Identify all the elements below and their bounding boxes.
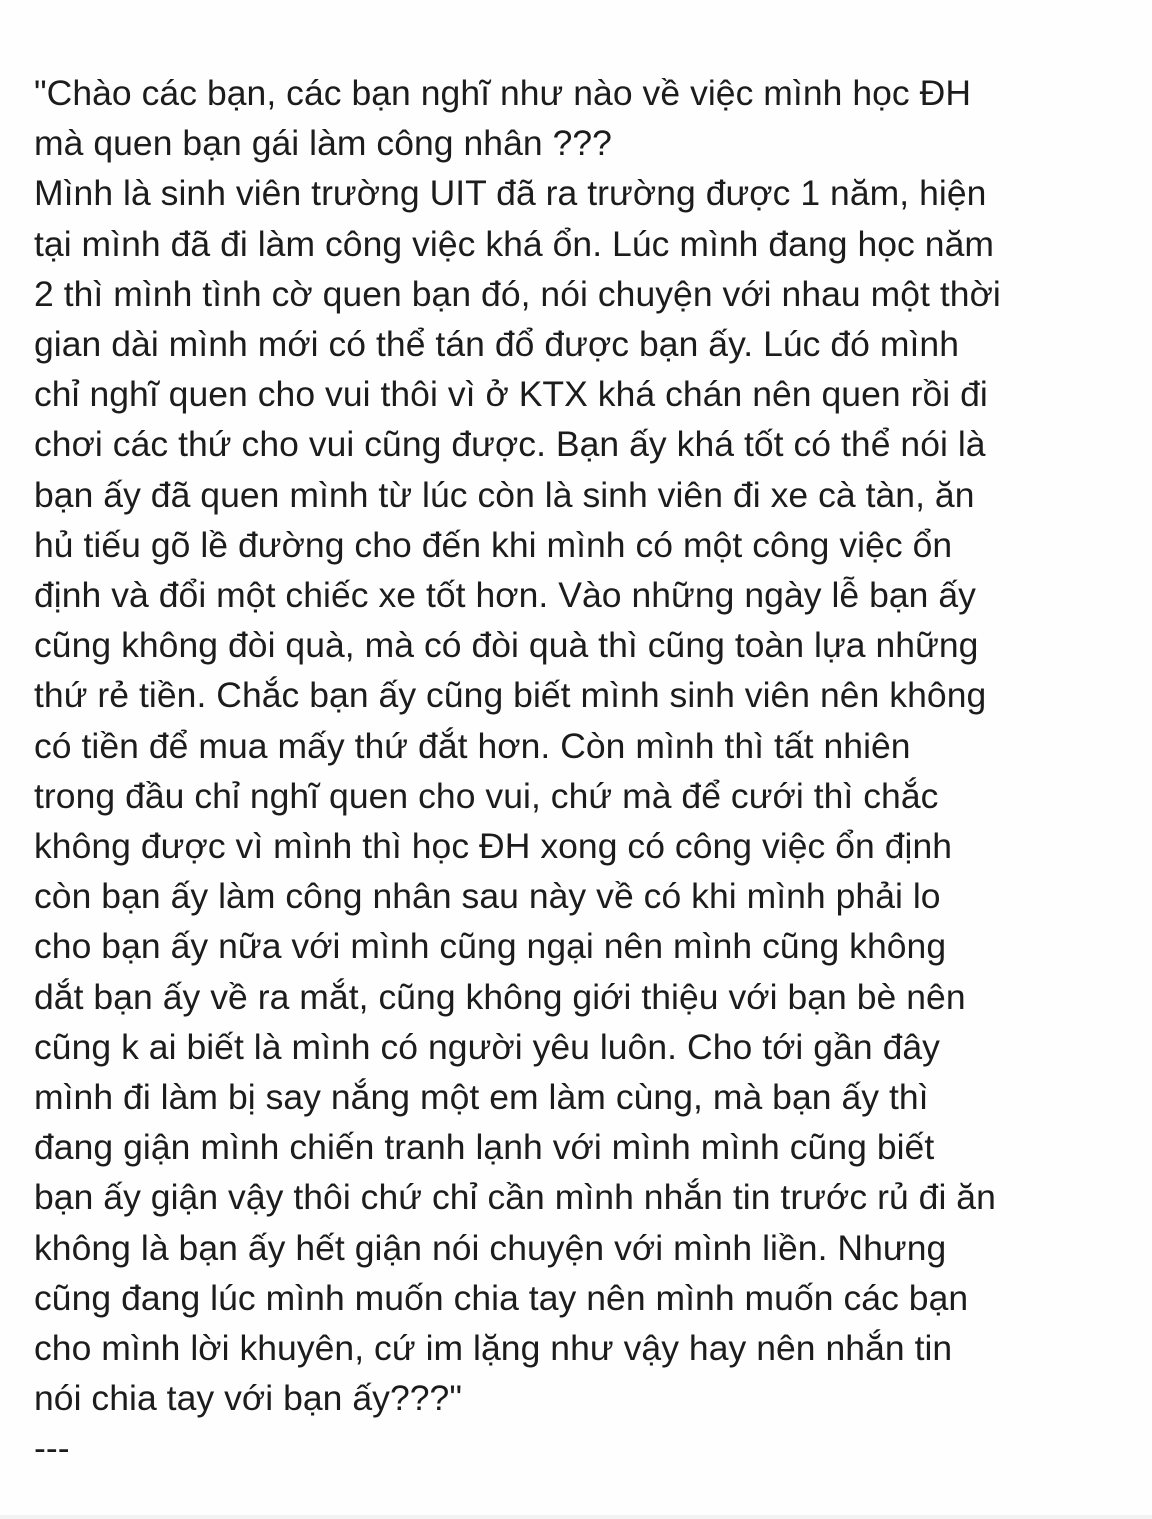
text-line: gian dài mình mới có thể tán đổ được bạn ấy. Lúc đó mình — [34, 324, 959, 365]
text-line: không là bạn ấy hết giận nói chuyện với mình liền. Nhưng — [34, 1227, 947, 1268]
separator-dashes: --- — [34, 1428, 70, 1469]
text-line: tại mình đã đi làm công việc khá ổn. Lúc mình đang học năm — [34, 223, 994, 264]
text-line: nói chia tay với bạn ấy???" — [34, 1378, 462, 1419]
text-line: "Chào các bạn, các bạn nghĩ như nào về việc mình học ĐH — [34, 73, 972, 113]
text-line: Mình là sinh viên trường UIT đã ra trường được 1 năm, hiện — [34, 173, 987, 214]
text-line: không được vì mình thì học ĐH xong có công việc ổn định — [34, 826, 953, 867]
text-line: chỉ nghĩ quen cho vui thôi vì ở KTX khá chán nên quen rồi đi — [34, 374, 988, 415]
text-line: mình đi làm bị say nắng một em làm cùng, mà bạn ấy thì — [34, 1077, 929, 1118]
text-line: 2 thì mình tình cờ quen bạn đó, nói chuyện với nhau một thời — [34, 273, 1001, 314]
text-line: bạn ấy giận vậy thôi chứ chỉ cần mình nhắn tin trước rủ đi ăn — [34, 1177, 996, 1218]
text-line: hủ tiếu gõ lề đường cho đến khi mình có một công việc ổn — [34, 524, 953, 565]
text-line: cũng không đòi quà, mà có đòi quà thì cũng toàn lựa những — [34, 625, 979, 666]
text-line: cho bạn ấy nữa với mình cũng ngại nên mình cũng không — [34, 926, 947, 967]
text-line: cũng đang lúc mình muốn chia tay nên mình muốn các bạn — [34, 1277, 969, 1318]
text-line: mà quen bạn gái làm công nhân ??? — [34, 123, 612, 164]
text-line: dắt bạn ấy về ra mắt, cũng không giới thiệu với bạn bè nên — [34, 976, 966, 1017]
text-line: bạn ấy đã quen mình từ lúc còn là sinh viên đi xe cà tàn, ăn — [34, 474, 975, 515]
text-line: còn bạn ấy làm công nhân sau này về có khi mình phải lo — [34, 876, 941, 917]
post-text — [34, 68, 1134, 1474]
text-line: trong đầu chỉ nghĩ quen cho vui, chứ mà để cưới thì chắc — [34, 775, 939, 816]
text-line: có tiền để mua mấy thứ đắt hơn. Còn mình thì tất nhiên — [34, 725, 911, 766]
text-line: thứ rẻ tiền. Chắc bạn ấy cũng biết mình sinh viên nên không — [34, 675, 987, 716]
text-line: cho mình lời khuyên, cứ im lặng như vậy hay nên nhắn tin — [34, 1328, 953, 1369]
bottom-divider — [0, 1515, 1152, 1519]
text-line: định và đổi một chiếc xe tốt hơn. Vào những ngày lễ bạn ấy — [34, 575, 976, 616]
text-line: cũng k ai biết là mình có người yêu luôn. Cho tới gần đây — [34, 1026, 940, 1067]
text-line: đang giận mình chiến tranh lạnh với mình mình cũng biết — [34, 1127, 935, 1168]
text-line: chơi các thứ cho vui cũng được. Bạn ấy khá tốt có thể nói là — [34, 424, 986, 465]
